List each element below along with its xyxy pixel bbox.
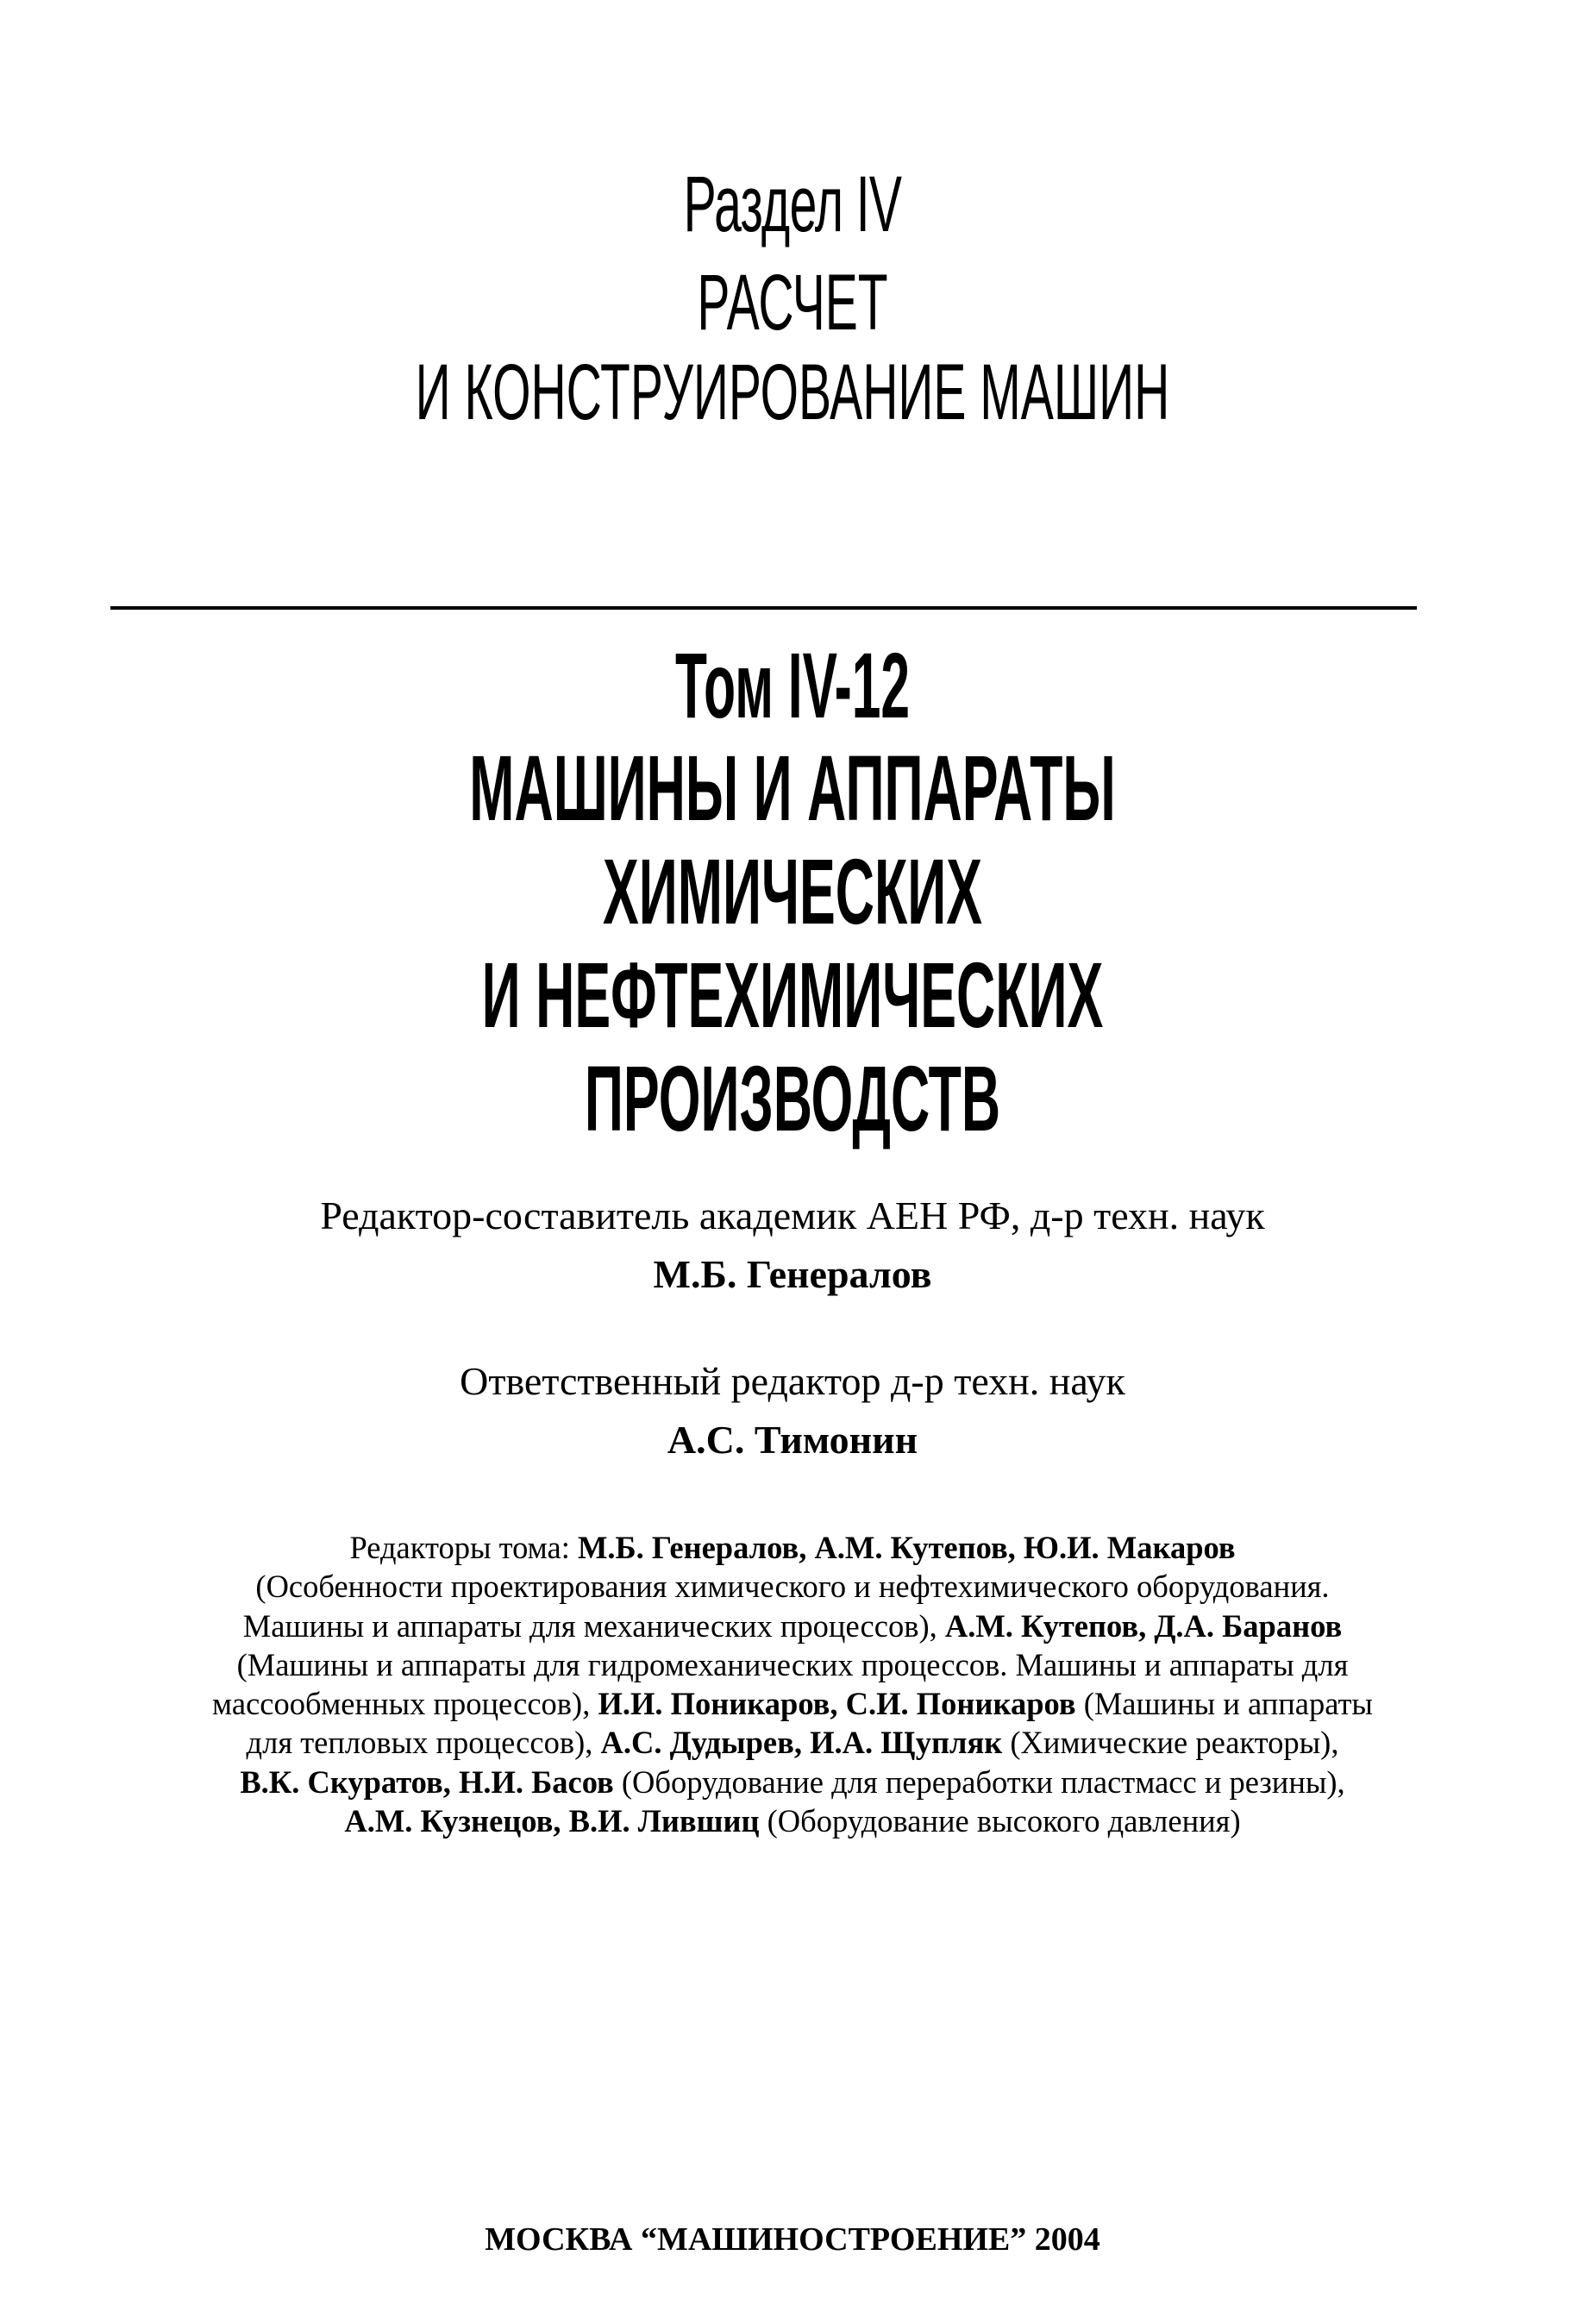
editor-text: (Машины и аппараты: [1075, 1686, 1373, 1722]
section-title-line-1: РАСЧЕТ: [697, 259, 888, 347]
volume-title-line-1: МАШИНЫ И АППАРАТЫ: [469, 736, 1116, 840]
section-title-line-2: И КОНСТРУИРОВАНИЕ МАШИН: [415, 348, 1170, 436]
volume-number: Том IV-12: [674, 633, 911, 737]
chief-editor-name: А.С. Тимонин: [667, 1418, 918, 1462]
volume-editors-line: [129, 1567, 1456, 1606]
volume-editors-paragraph: [129, 1528, 1456, 1840]
editor-names: А.С. Дудырев, И.А. Щупляк: [600, 1725, 1003, 1761]
editor-text: (Химические реакторы),: [1002, 1725, 1339, 1761]
volume-editors-line: [129, 1645, 1456, 1684]
volume-editors-line: [129, 1684, 1456, 1723]
editor-text: (Оборудование для переработки пластмасс и резины),: [613, 1763, 1345, 1800]
editor-names: М.Б. Генералов, А.М. Кутепов, Ю.И. Макаров: [577, 1530, 1236, 1565]
editor-names: В.К. Скуратов, Н.И. Басов: [240, 1763, 614, 1800]
editor-text: (Особенности проектирования химического и нефтехимического оборудования.: [255, 1569, 1330, 1605]
chief-editor-role: Ответственный редактор д-р техн. наук: [460, 1359, 1125, 1403]
volume-title-line-4: ПРОИЗВОДСТВ: [584, 1046, 1001, 1150]
editor-names: А.М. Кузнецов, В.И. Лившиц: [344, 1803, 760, 1839]
editor-text: для тепловых процессов),: [246, 1725, 601, 1761]
editor-text: (Машины и аппараты для гидромеханических процессов. Машины и аппараты для: [236, 1646, 1349, 1682]
editor-text: Редакторы тома:: [349, 1530, 578, 1565]
section-label: Раздел IV: [683, 160, 902, 248]
volume-title-line-2: ХИМИЧЕСКИХ: [602, 839, 983, 943]
compiler-name: М.Б. Генералов: [653, 1252, 932, 1296]
volume-editors-line: [129, 1723, 1456, 1762]
editor-text: массообменных процессов),: [212, 1686, 598, 1722]
horizontal-divider: [110, 606, 1417, 610]
editor-text: Машины и аппараты для механических процессов),: [242, 1607, 945, 1644]
compiler-role: Редактор-составитель академик АЕН РФ, д-р техн. наук: [320, 1193, 1265, 1237]
editor-names: А.М. Кутепов, Д.А. Баранов: [944, 1607, 1343, 1644]
volume-title-line-3: И НЕФТЕХИМИЧЕСКИХ: [481, 943, 1104, 1047]
volume-editors-line: [129, 1763, 1456, 1801]
volume-editors-line: [129, 1528, 1456, 1567]
volume-editors-line: [129, 1801, 1456, 1840]
publisher-imprint: МОСКВА “МАШИНОСТРОЕНИЕ” 2004: [485, 2221, 1100, 2258]
editor-text: (Оборудование высокого давления): [759, 1803, 1241, 1839]
volume-editors-line: [129, 1607, 1456, 1645]
editor-names: И.И. Поникаров, С.И. Поникаров: [598, 1686, 1076, 1722]
